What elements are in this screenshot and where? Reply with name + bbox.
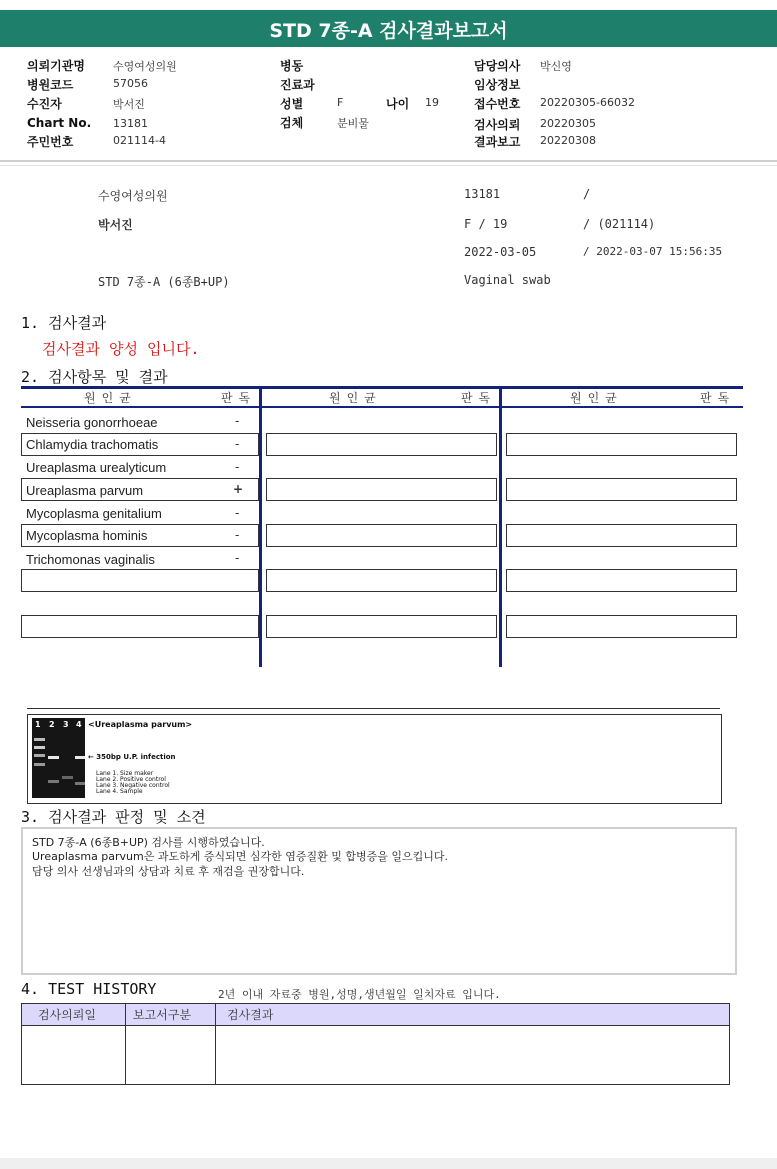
result-row-name: Mycoplasma hominis	[26, 528, 148, 543]
gel-legend-item: Lane 3. Negative control	[96, 782, 170, 789]
history-col-report-type: 보고서구분	[133, 1008, 191, 1022]
header-value-age: 19	[425, 96, 439, 109]
header-label-clinical-info: 임상정보	[474, 78, 521, 92]
result-row-box-empty	[506, 569, 737, 592]
info-reported: / 2022-03-07 15:56:35	[583, 245, 723, 258]
table-col-divider-1	[259, 388, 262, 667]
gel-top-rule	[27, 708, 720, 709]
result-row-sign: -	[235, 437, 240, 451]
header-divider	[0, 160, 777, 162]
result-row-box-empty	[506, 615, 737, 638]
header-label-resident-no: 주민번호	[27, 135, 74, 149]
info-test-name: STD 7종-A (6종B+UP)	[98, 275, 230, 289]
header-label-patient: 수진자	[27, 97, 62, 111]
header-label-request-date: 검사의뢰	[474, 118, 521, 132]
info-name: 박서진	[98, 218, 133, 232]
header-value-institution: 수영여성의원	[113, 60, 177, 73]
header-label-sex: 성별	[280, 97, 304, 111]
col2-header-reading: 판독	[461, 391, 497, 405]
gel-legend-item: Lane 4. Sample	[96, 788, 143, 795]
col3-header-reading: 판독	[700, 391, 736, 405]
gel-ladder-band	[34, 763, 45, 766]
gel-ladder-band	[34, 754, 45, 757]
page-bottom-bar	[0, 1158, 777, 1169]
header-label-chart: Chart No.	[27, 116, 92, 130]
header-label-specimen: 검체	[280, 116, 304, 130]
result-row-name: Chlamydia trachomatis	[26, 437, 159, 452]
result-row-name: Mycoplasma genitalium	[26, 506, 162, 521]
findings-line: Ureaplasma parvum은 과도하게 증식되면 심각한 염증질환 및 합병증을 일으킵니다.	[32, 850, 448, 863]
history-col-divider	[125, 1003, 126, 1085]
result-row-sign: -	[235, 460, 240, 474]
history-table-header	[21, 1003, 730, 1026]
section1-result: 검사결과 양성 입니다.	[42, 340, 200, 358]
gel-title: <Ureaplasma parvum>	[88, 720, 193, 729]
gel-arrow-label: ← 350bp U.P. infection	[88, 753, 176, 761]
findings-line: 담당 의사 선생님과의 상담과 치료 후 재검을 권장합니다.	[32, 865, 305, 878]
findings-box	[21, 827, 737, 975]
table-col-divider-2	[499, 388, 502, 667]
gel-lane-number: 2	[49, 720, 55, 729]
section2-heading: 2. 검사항목 및 결과	[21, 368, 168, 386]
result-row-box-empty	[266, 478, 497, 501]
gel-ladder-band	[34, 746, 45, 749]
gel-image	[32, 718, 85, 798]
header-value-chart: 13181	[113, 117, 148, 130]
info-chart: 13181	[464, 187, 501, 201]
gel-primer-band	[75, 782, 85, 785]
history-col-divider	[215, 1003, 216, 1085]
header-value-receipt-no: 20220305-66032	[540, 96, 635, 109]
info-sex-age: F / 19	[464, 217, 508, 231]
result-row-box-empty	[266, 569, 497, 592]
section4-heading: 4. TEST HISTORY	[21, 980, 157, 998]
history-note: 2년 이내 자료중 병원,성명,생년월일 일치자료 입니다.	[218, 988, 501, 1001]
info-slash: /	[583, 187, 591, 201]
section3-heading: 3. 검사결과 판정 및 소견	[21, 808, 206, 826]
header-value-request-date: 20220305	[540, 117, 596, 130]
result-row-sign: -	[235, 506, 240, 520]
result-row-box-empty	[266, 615, 497, 638]
header-label-ward: 병동	[280, 59, 304, 73]
header-value-resident-no: 021114-4	[113, 134, 166, 147]
header-label-doctor: 담당의사	[474, 59, 521, 73]
history-col-result: 검사결과	[227, 1008, 274, 1022]
report-title: STD 7종-A 검사결과보고서	[269, 20, 508, 42]
header-value-doctor: 박신영	[540, 60, 572, 73]
result-row-box-empty	[506, 433, 737, 456]
report-title-bar	[0, 10, 777, 47]
info-received: 2022-03-05	[464, 245, 537, 259]
result-row-sign: -	[235, 528, 240, 542]
header-value-report-date: 20220308	[540, 134, 596, 147]
result-row-box-empty	[506, 478, 737, 501]
gel-ladder-band	[34, 738, 45, 741]
result-row-sign: -	[235, 414, 240, 428]
header-label-dept: 진료과	[280, 78, 315, 92]
gel-legend-item: Lane 1. Size maker	[96, 770, 154, 777]
findings-line: STD 7종-A (6종B+UP) 검사를 시행하였습니다.	[32, 836, 265, 849]
header-value-hospital-code: 57056	[113, 77, 148, 90]
col1-header-reading: 판독	[221, 391, 257, 405]
gel-primer-band	[62, 776, 73, 779]
result-row-name-positive: Ureaplasma parvum	[26, 483, 144, 498]
result-row-box-empty	[506, 524, 737, 547]
gel-lane-number: 3	[63, 720, 69, 729]
result-row-sign: -	[235, 551, 240, 565]
gel-primer-band	[48, 780, 59, 783]
header-value-sex: F	[337, 96, 344, 109]
result-row-sign-positive: +	[233, 482, 244, 496]
gel-band-positive	[48, 756, 59, 759]
history-table-body	[21, 1024, 730, 1085]
header-value-specimen: 분비물	[337, 117, 369, 130]
header-label-hospital-code: 병원코드	[27, 78, 74, 92]
col3-header-pathogen: 원인균	[570, 391, 623, 405]
gel-legend-item: Lane 2. Positive control	[96, 776, 166, 783]
gel-band-sample	[75, 756, 85, 759]
header-label-institution: 의뢰기관명	[27, 59, 85, 73]
gel-lane-number: 4	[76, 720, 82, 729]
col2-header-pathogen: 원인균	[329, 391, 382, 405]
result-row-name: Neisseria gonorrhoeae	[26, 415, 158, 430]
gel-lane-number: 1	[35, 720, 41, 729]
header-label-receipt-no: 접수번호	[474, 97, 521, 111]
header-label-age: 나이	[386, 97, 410, 111]
header-value-patient: 박서진	[113, 98, 145, 111]
result-row-box-empty	[21, 615, 259, 638]
col1-header-pathogen: 원인균	[84, 391, 137, 405]
header-label-report-date: 결과보고	[474, 135, 521, 149]
history-col-request-date: 검사의뢰일	[38, 1008, 96, 1022]
result-row-box-empty	[266, 433, 497, 456]
section1-heading: 1. 검사결과	[21, 314, 107, 332]
info-hospital: 수영여성의원	[98, 189, 168, 203]
result-row-name: Ureaplasma urealyticum	[26, 460, 167, 475]
result-row-name: Trichomonas vaginalis	[26, 552, 155, 567]
result-row-box-empty	[21, 569, 259, 592]
table-header-rule	[21, 406, 743, 408]
header-divider-thin	[0, 165, 777, 166]
info-sample: Vaginal swab	[464, 273, 551, 287]
info-birth: / (021114)	[583, 217, 656, 231]
result-row-box-empty	[266, 524, 497, 547]
